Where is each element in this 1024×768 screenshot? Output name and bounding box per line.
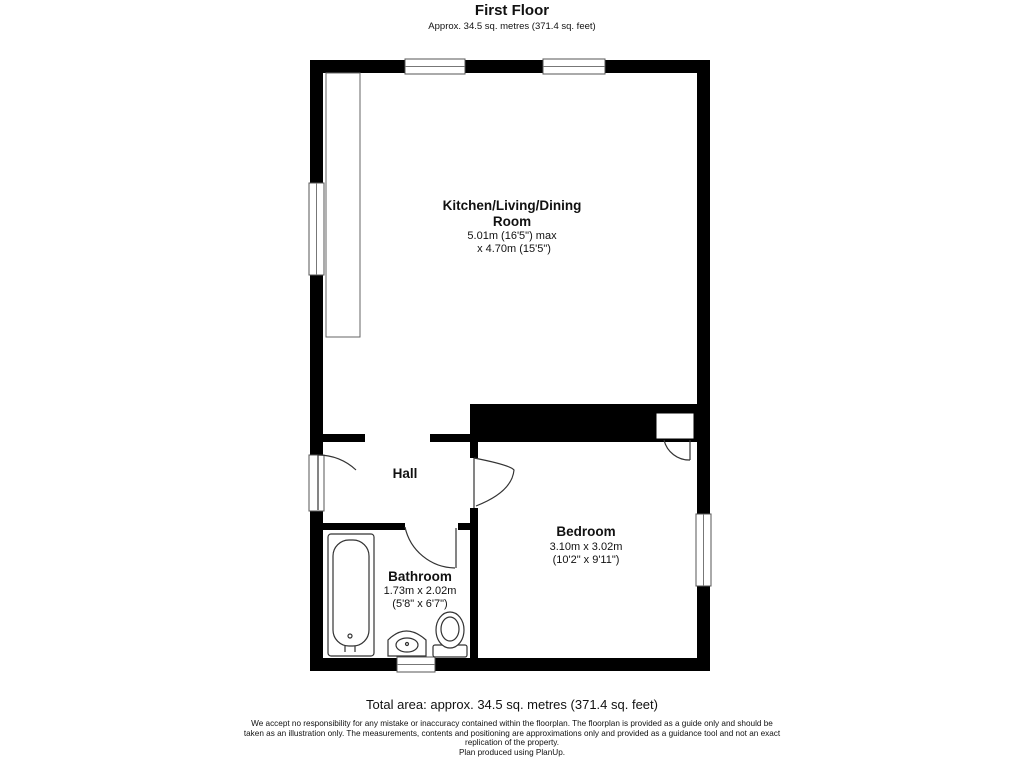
kitchen-worktop xyxy=(326,73,360,337)
disclaimer xyxy=(242,719,782,757)
wall-top xyxy=(310,60,710,73)
plan-credit: Plan produced using PlanUp. xyxy=(458,747,566,757)
bedroom-dimensions-line1: 3.10m x 3.02m xyxy=(549,541,623,553)
wall-kitchen-hall-left xyxy=(323,434,365,442)
wall-hall-bedroom-top xyxy=(470,442,478,458)
basin xyxy=(388,631,426,656)
bathroom-door-swing xyxy=(405,527,455,568)
floor-title: First Floor xyxy=(474,2,550,19)
bathroom-dimensions-line2: (5'8" x 6'7") xyxy=(392,598,448,610)
toilet xyxy=(433,612,467,657)
wall-kitchen-hall-mid xyxy=(430,434,470,442)
wall-hall-bedroom xyxy=(470,508,478,658)
bathroom-dimensions-line1: 1.73m x 2.02m xyxy=(383,585,457,597)
bedroom-label: Bedroom xyxy=(556,524,616,539)
kitchen-dimensions-line2: x 4.70m (15'5") xyxy=(477,243,551,255)
wall-bottom xyxy=(310,658,710,671)
cupboard-door-swing xyxy=(664,440,690,460)
wall-left-lower xyxy=(310,510,323,671)
bedroom-door-swing xyxy=(474,458,514,506)
kitchen-label-line2: Room xyxy=(492,214,532,229)
total-area: Total area: approx. 34.5 sq. metres (371.4 sq. feet) xyxy=(366,697,658,712)
kitchen-dimensions-line1: 5.01m (16'5") max xyxy=(467,230,557,242)
kitchen-label-line1: Kitchen/Living/Dining xyxy=(442,198,582,213)
bedroom-dimensions-line2: (10'2" x 9'11") xyxy=(552,554,620,566)
floor-area-subtitle: Approx. 34.5 sq. metres (371.4 sq. feet) xyxy=(428,21,596,32)
bathtub xyxy=(328,534,374,656)
disclaimer-text: We accept no responsibility for any mistake or inaccuracy contained within the floorplan. The floorplan is provided as a guide only and should be taken as an illustration only. The measurements, contents and positioning are approximations only and provided as a guidance tool and not an exact replication of the property. xyxy=(243,719,781,748)
bathroom-label: Bathroom xyxy=(388,569,452,584)
wall-left-upper xyxy=(310,60,323,510)
entrance-door-frame xyxy=(309,455,324,511)
cupboard xyxy=(656,413,694,439)
hall-label: Hall xyxy=(392,466,418,481)
wall-bathroom-top-left xyxy=(323,523,405,530)
wall-bathroom-top-right xyxy=(458,523,470,530)
